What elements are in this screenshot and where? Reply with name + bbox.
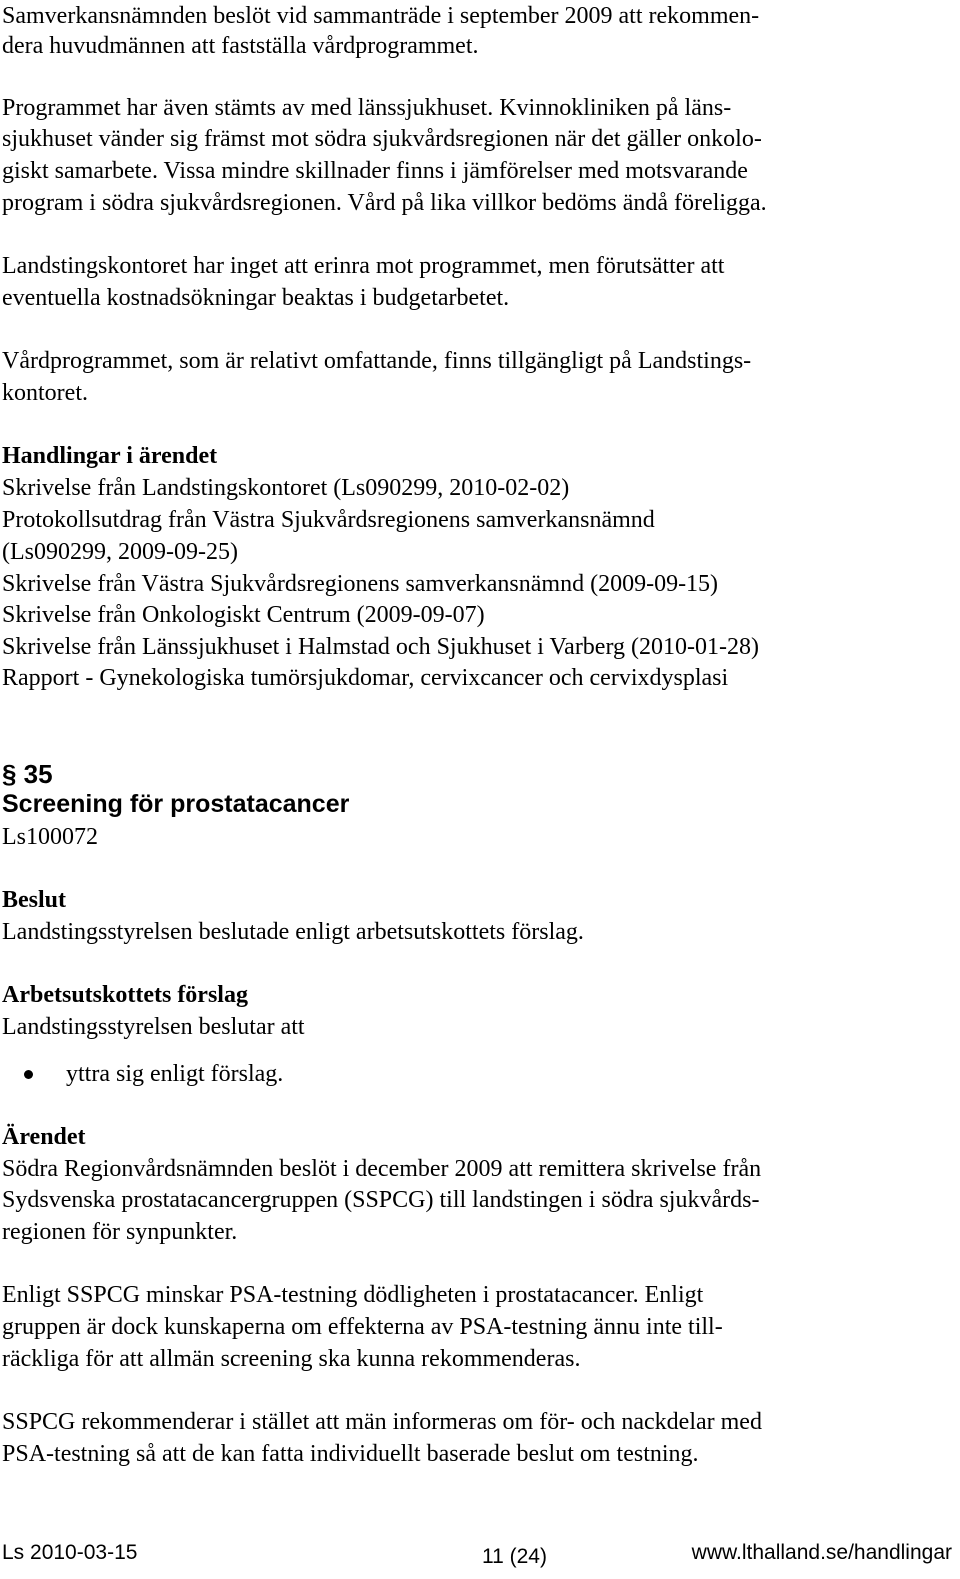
- intro-line: Landstingskontoret har inget att erinra mot programmet, men förutsätter att: [2, 253, 725, 279]
- document-list-item: Skrivelse från Länssjukhuset i Halmstad och Sjukhuset i Varberg (2010-01-28): [2, 634, 759, 660]
- arendet-line: Södra Regionvårdsnämnden beslöt i december 2009 att remittera skrivelse från: [2, 1156, 762, 1182]
- intro-line: Vårdprogrammet, som är relativt omfattande, finns tillgängligt på Landstings-: [2, 348, 752, 374]
- arendet-heading: Ärendet: [2, 1124, 86, 1150]
- intro-line: kontoret.: [2, 380, 88, 406]
- page-number: 11 (24): [482, 1545, 547, 1568]
- intro-line: sjukhuset vänder sig främst mot södra sjukvårdsregionen när det gäller onkolo-: [2, 126, 762, 152]
- document-list-item: Rapport - Gynekologiska tumörsjukdomar, cervixcancer och cervixdysplasi: [2, 665, 729, 691]
- document-list-item: Protokollsutdrag från Västra Sjukvårdsregionens samverkansnämnd: [2, 507, 655, 533]
- intro-line: giskt samarbete. Vissa mindre skillnader finns i jämförelser med motsvarande: [2, 158, 748, 184]
- arendet-line: Enligt SSPCG minskar PSA-testning dödligheten i prostatacancer. Enligt: [2, 1282, 704, 1308]
- footer-date: Ls 2010-03-15: [2, 1541, 138, 1564]
- intro-line: Programmet har även stämts av med länssjukhuset. Kvinnokliniken på läns-: [2, 95, 732, 121]
- forslag-heading: Arbetsutskottets förslag: [2, 982, 248, 1008]
- arendet-line: PSA-testning så att de kan fatta individuellt baserade beslut om testning.: [2, 1441, 699, 1467]
- forslag-text: Landstingsstyrelsen beslutar att: [2, 1014, 305, 1040]
- document-list-item: (Ls090299, 2009-09-25): [2, 539, 238, 565]
- arendet-line: regionen för synpunkter.: [2, 1219, 238, 1245]
- handlingar-heading: Handlingar i ärendet: [2, 443, 218, 469]
- paragraph-number: § 35: [2, 759, 53, 789]
- arendet-line: gruppen är dock kunskaperna om effekterna av PSA-testning ännu inte till-: [2, 1314, 723, 1340]
- arendet-line: Sydsvenska prostatacancergruppen (SSPCG) till landstingen i södra sjukvårds-: [2, 1187, 760, 1213]
- beslut-text: Landstingsstyrelsen beslutade enligt arbetsutskottets förslag.: [2, 919, 584, 945]
- arendet-line: SSPCG rekommenderar i stället att män informeras om för- och nackdelar med: [2, 1409, 762, 1435]
- bullet-dot-icon: [24, 1070, 33, 1079]
- document-list-item: Skrivelse från Onkologiskt Centrum (2009-09-07): [2, 602, 485, 628]
- footer-website-link[interactable]: www.lthalland.se/handlingar: [691, 1541, 952, 1564]
- document-list-item: Skrivelse från Västra Sjukvårdsregionens samverkansnämnd (2009-09-15): [2, 571, 719, 597]
- case-reference: Ls100072: [2, 824, 98, 850]
- bullet-text: yttra sig enligt förslag.: [66, 1061, 284, 1087]
- intro-line: program i södra sjukvårdsregionen. Vård på lika villkor bedöms ändå föreligga.: [2, 190, 767, 216]
- beslut-heading: Beslut: [2, 887, 67, 913]
- arendet-line: räckliga för att allmän screening ska kunna rekommenderas.: [2, 1346, 581, 1372]
- section-title: Screening för prostatacancer: [2, 790, 350, 818]
- intro-line: dera huvudmännen att fastställa vårdprogrammet.: [2, 33, 479, 59]
- document-list-item: Skrivelse från Landstingskontoret (Ls090299, 2010-02-02): [2, 475, 570, 501]
- intro-line: eventuella kostnadsökningar beaktas i budgetarbetet.: [2, 285, 510, 311]
- intro-line: Samverkansnämnden beslöt vid sammanträde i september 2009 att rekommen-: [2, 3, 760, 29]
